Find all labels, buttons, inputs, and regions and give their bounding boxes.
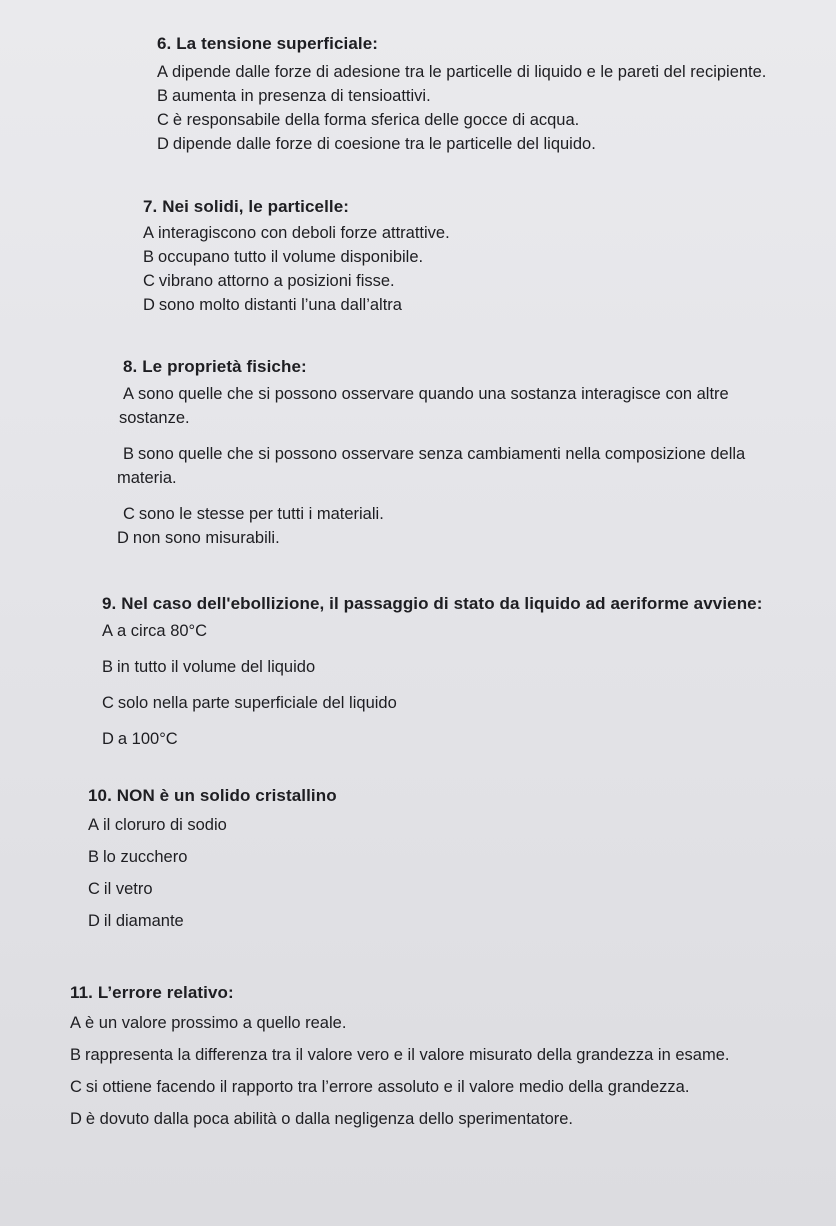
question-title: 8. Le proprietà fisiche: — [123, 357, 307, 376]
option-d: D è dovuto dalla poca abilità o dalla negligenza dello sperimentatore. — [70, 1110, 574, 1128]
question-11 — [70, 983, 830, 1131]
question-9 — [102, 594, 822, 751]
option-a: A è un valore prossimo a quello reale. — [70, 1014, 347, 1032]
option-d: D il diamante — [88, 912, 184, 930]
option-c: C vibrano attorno a posizioni fisse. — [143, 272, 395, 290]
option-d: D a 100°C — [102, 730, 178, 748]
option-b: B aumenta in presenza di tensioattivi. — [157, 87, 431, 105]
option-b: B sono quelle che si possono osservare senza cambiamenti nella composizione della — [123, 445, 746, 463]
question-title: 6. La tensione superficiale: — [157, 34, 379, 53]
option-a: A interagiscono con deboli forze attrattive. — [143, 224, 450, 242]
option-a: A a circa 80°C — [102, 622, 208, 640]
question-6 — [157, 34, 817, 156]
option-b: B rappresenta la differenza tra il valore vero e il valore misurato della grandezza in esame. — [70, 1046, 730, 1064]
option-a: A il cloruro di sodio — [88, 816, 227, 834]
question-title: 10. NON è un solido cristallino — [88, 786, 337, 805]
option-c: C solo nella parte superficiale del liquido — [102, 694, 397, 712]
option-d: D dipende dalle forze di coesione tra le particelle del liquido. — [157, 135, 596, 153]
question-7 — [143, 197, 803, 317]
question-title: 9. Nel caso dell'ebollizione, il passaggio di stato da liquido ad aeriforme avviene: — [102, 594, 763, 613]
option-a: A dipende dalle forze di adesione tra le particelle di liquido e le pareti del recipiente. — [157, 63, 767, 81]
option-b: B occupano tutto il volume disponibile. — [143, 248, 424, 266]
option-a-continuation: sostanze. — [119, 409, 190, 427]
option-d: D non sono misurabili. — [117, 529, 280, 547]
question-8 — [117, 357, 813, 550]
option-c: C è responsabile della forma sferica delle gocce di acqua. — [157, 111, 580, 129]
option-c: C si ottiene facendo il rapporto tra l’errore assoluto e il valore medio della grandezza. — [70, 1078, 690, 1096]
question-10 — [88, 786, 788, 933]
option-d: D sono molto distanti l’una dall’altra — [143, 296, 402, 314]
option-b: B lo zucchero — [88, 848, 188, 866]
option-a: A sono quelle che si possono osservare quando una sostanza interagisce con altre — [123, 385, 729, 403]
question-title: 7. Nei solidi, le particelle: — [143, 197, 350, 216]
option-b-continuation: materia. — [117, 469, 177, 487]
option-c: C il vetro — [88, 880, 153, 898]
option-b: B in tutto il volume del liquido — [102, 658, 316, 676]
option-c: C sono le stesse per tutti i materiali. — [123, 505, 384, 523]
question-title: 11. L’errore relativo: — [70, 983, 234, 1002]
